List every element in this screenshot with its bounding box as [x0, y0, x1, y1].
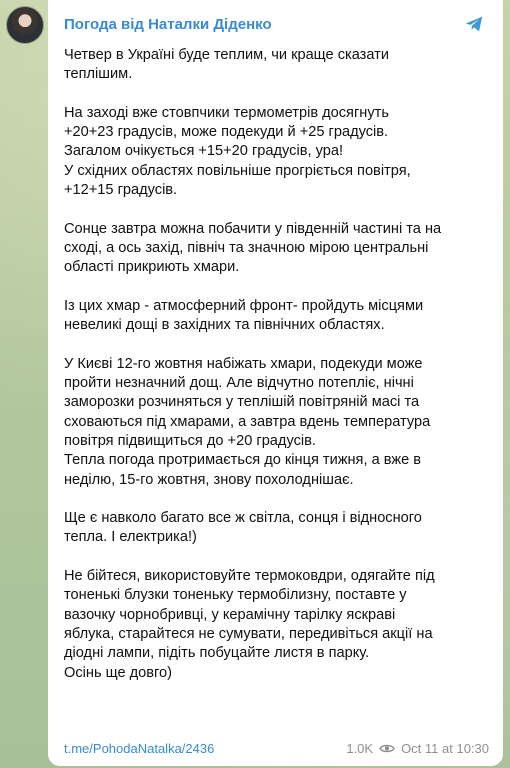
message-bubble: [48, 0, 503, 766]
post-timestamp: Oct 11 at 10:30: [401, 741, 489, 756]
eye-icon: [379, 743, 395, 754]
channel-name[interactable]: Погода від Наталки Діденко: [64, 15, 272, 33]
share-arrow-icon[interactable]: [463, 13, 485, 35]
message-footer: [64, 741, 489, 756]
post-link[interactable]: t.me/PohodaNatalka/2436: [64, 741, 215, 756]
message-text: Четвер в Україні буде теплим, чи краще сказати теплішим. На заході вже стовпчики термометрів досягнуть +20+23 градусів, може подекуди й +25 градусів. Загалом очікується +15+20 градусів, ура! У східних областях повільніше прогріється повітря, +12+15 градусів. Сонце завтра можна побачити у південній частині та на сході, а ось захід, північ та значною мірою центральні області прикриють хмари. Із цих хмар - атмосферний фронт- пройдуть місцями невеликі дощі в західних та північних областях. У Києві 12-го жовтня набіжать хмари, подекуди може пройти незначний дощ. Але відчутно потепліє, нічні заморозки розчиняться у теплішій повітряній масі та сховаються під хмарами, а завтра вдень температура повітря підвищиться до +20 градусів. Тепла погода протримається до кінця тижня, а вже в неділю, 15-го жовтня, знову похолоднішає. Ще є навколо багато все ж світла, сонця і відносного тепла. І електрика!) Не бійтеся, використовуйте термоковдри, одягайте під тоненькі блузки тоненьку термобілизну, поставте у вазочку чорнобривці, у керамічну тарілку яскраві яблука, старайтеся не сумувати, передивіться акції на діодні лампи, підіть побуцайте листя в парку. Осінь ще довго): [64, 47, 442, 681]
view-count: 1.0K: [346, 741, 374, 756]
message-header: [64, 12, 485, 36]
message-meta: [346, 741, 489, 756]
channel-avatar[interactable]: [6, 6, 44, 44]
